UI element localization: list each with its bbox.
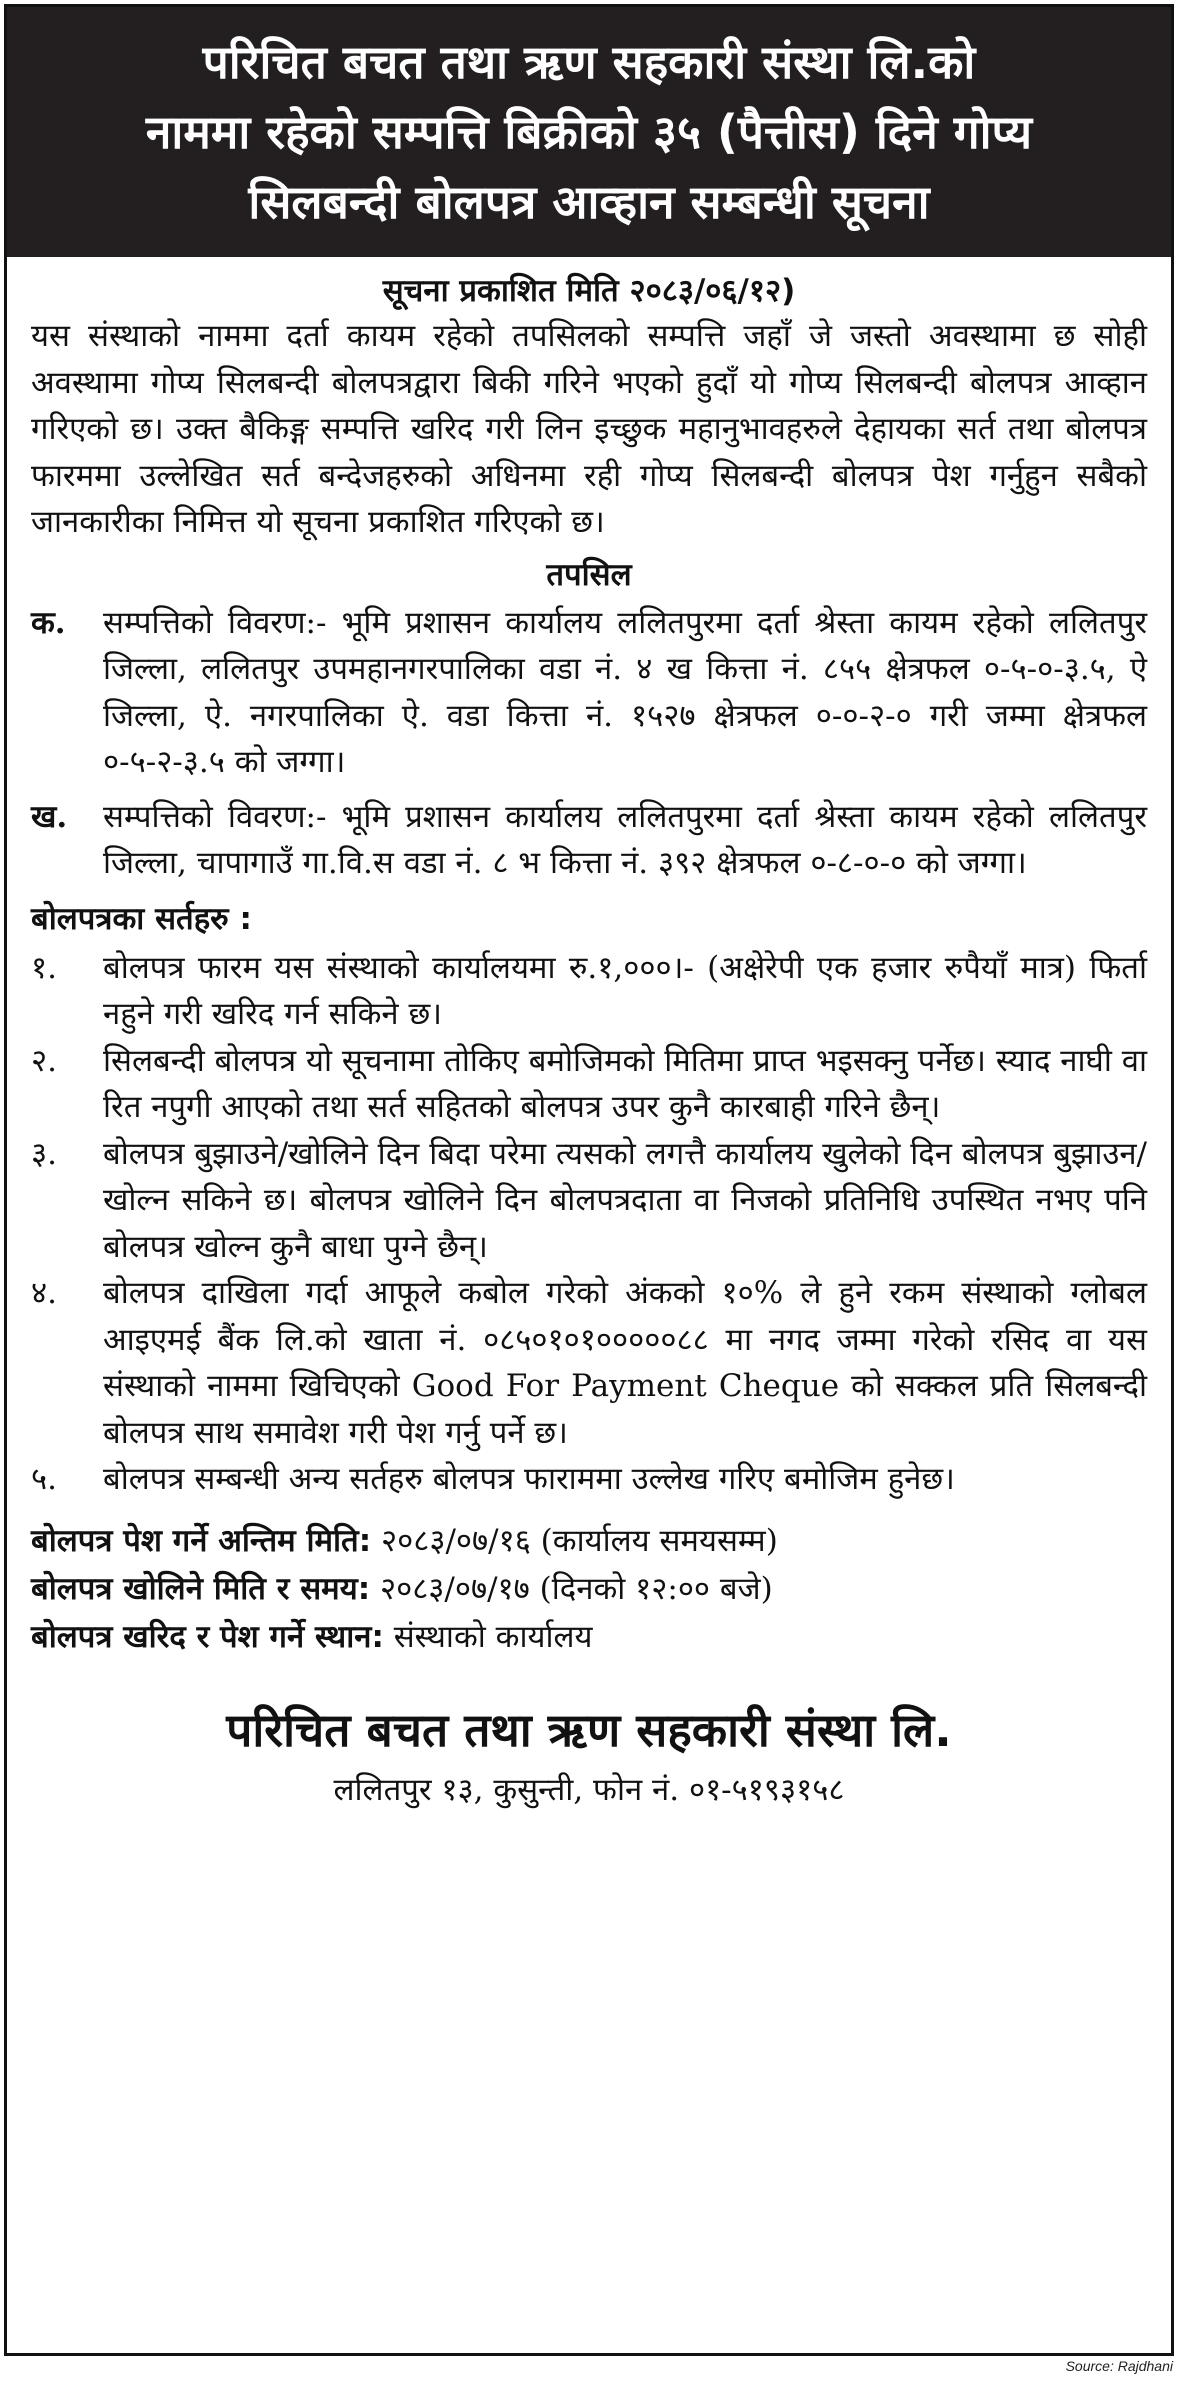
condition-item [31,1270,1147,1456]
info-block [31,1517,1147,1661]
source-credit: Source: Rajdhani [1065,2358,1173,2374]
property-text: सम्पत्तिको विवरण:- भूमि प्रशासन कार्यालय ललितपुरमा दर्ता श्रेस्ता कायम रहेको ललितपुर जिल्ला, ललितपुर उपमहानगरपालिका वडा नं. ४ ख कित्ता नं. ८५५ क्षेत्रफल ०-५-०-३.५, ऐ जिल्ला, ऐ. नगरपालिका ऐ. वडा कित्ता नं. १५२७ क्षेत्रफल ०-०-२-० गरी जम्मा क्षेत्रफल ०-५-२-३.५ को जग्गा। [103,604,1147,780]
condition-text: बोलपत्र सम्बन्धी अन्य सर्तहरु बोलपत्र फाराममा उल्लेख गरिए बमोजिम हुनेछ। [103,1461,955,1497]
info-row-opening [31,1565,1147,1613]
condition-item [31,945,1147,1038]
condition-marker: २. [31,1042,57,1079]
condition-text: बोलपत्र दाखिला गर्दा आफूले कबोल गरेको अंकको १०% ले हुने रकम संस्थाको ग्लोबल आइएमई बैंक लि.को खाता नं. ०८५०१०१०००००८८ मा नगद जम्मा गरेको रसिद वा यस संस्थाको नाममा खिचिएको Good For Payment Cheque को सक्कल प्रति सिलबन्दी बोलपत्र साथ समावेश गरी पेश गर्नु पर्ने छ। [103,1275,1147,1451]
condition-marker: १. [31,949,57,986]
publication-date: सूचना प्रकाशित मिति २०८३/०६/१२) [382,273,796,309]
footer-organization: परिचित बचत तथा ऋण सहकारी संस्था लि. [226,1702,952,1757]
condition-text: सिलबन्दी बोलपत्र यो सूचनामा तोकिए बमोजिमको मितिमा प्राप्त भइसक्नु पर्नेछ। स्याद नाघी वा रित नपुगी आएको तथा सर्त सहितको बोलपत्र उपर कुनै कारबाही गरिने छैन्। [103,1042,1147,1125]
footer-address: ललितपुर १३, कुसुन्ती, फोन नं. ०१-५१९३१५८ [333,1771,845,1808]
condition-item [31,1038,1147,1131]
property-marker: ख. [31,798,68,835]
notice-body [7,257,1171,1815]
condition-marker: ३. [31,1135,57,1172]
intro-paragraph: यस संस्थाको नाममा दर्ता कायम रहेको तपसिलको सम्पत्ति जहाँ जे जस्तो अवस्थामा छ सोही अवस्थामा गोप्य सिलबन्दी बोलपत्रद्वारा बिकी गरिने भएको हुदाँ यो गोप्य सिलबन्दी बोलपत्र आव्हान गरिएको छ। उक्त बैकिङ्ग सम्पत्ति खरिद गरी लिन इच्छुक महानुभावहरुले देहायका सर्त तथा बोलपत्र फारममा उल्लेखित सर्त बन्देजहरुको अधिनमा रही गोप्य सिलबन्दी बोलपत्र पेश गर्नुहुन सबैको जानकारीका निमित्त यो सूचना प्रकाशित गरिएको छ। [31,318,1147,540]
info-label: बोलपत्र खोलिने मिति र समय: [31,1570,371,1607]
info-label: बोलपत्र खरिद र पेश गर्ने स्थान: [31,1618,384,1655]
property-text: सम्पत्तिको विवरण:- भूमि प्रशासन कार्यालय ललितपुरमा दर्ता श्रेस्ता कायम रहेको ललितपुर जिल्ला, चापागाउँ गा.वि.स वडा नं. ८ भ कित्ता नं. ३९२ क्षेत्रफल ०-८-०-० को जग्गा। [103,798,1147,881]
schedule-title: तपसिल [546,556,632,593]
condition-marker: ५. [31,1461,57,1497]
condition-item [31,1456,1147,1503]
notice-header [7,7,1171,257]
info-value: संस्थाको कार्यालय [383,1618,593,1655]
condition-text: बोलपत्र बुझाउने/खोलिने दिन बिदा परेमा त्यसको लगत्तै कार्यालय खुलेको दिन बोलपत्र बुझाउन/खोल्न सकिने छ। बोलपत्र खोलिने दिन बोलपत्रदाता वा निजको प्रतिनिधि उपस्थित नभए पनि बोलपत्र खोल्न कुनै बाधा पुग्ने छैन्। [103,1135,1147,1265]
condition-item [31,1131,1147,1271]
info-value: २०८३/०७/१६ (कार्यालय समयसम्म) [371,1522,778,1559]
header-line-2: नाममा रहेको सम्पत्ति बिक्रीको ३५ (पैत्तीस) दिने गोप्य [145,105,1033,159]
property-marker: क. [31,604,66,641]
info-row-deadline [31,1517,1147,1565]
property-item [31,794,1147,887]
conditions-title: बोलपत्रका सर्तहरु : [31,900,252,937]
header-line-1: परिचित बचत तथा ऋण सहकारी संस्था लि.को [202,35,976,89]
condition-text: बोलपत्र फारम यस संस्थाको कार्यालयमा रु.१,०००।- (अक्षेरेपी एक हजार रुपैयाँ मात्र) फिर्ता नहुने गरी खरिद गर्न सकिने छ। [103,949,1147,1032]
header-line-3: सिलबन्दी बोलपत्र आव्हान सम्बन्धी सूचना [248,175,930,229]
info-label: बोलपत्र पेश गर्ने अन्तिम मिति: [31,1522,372,1559]
info-row-location [31,1613,1147,1661]
notice [4,4,1174,2356]
property-item [31,600,1147,786]
condition-marker: ४. [31,1275,57,1311]
info-value: २०८३/०७/१७ (दिनको १२:०० बजे) [370,1570,773,1607]
